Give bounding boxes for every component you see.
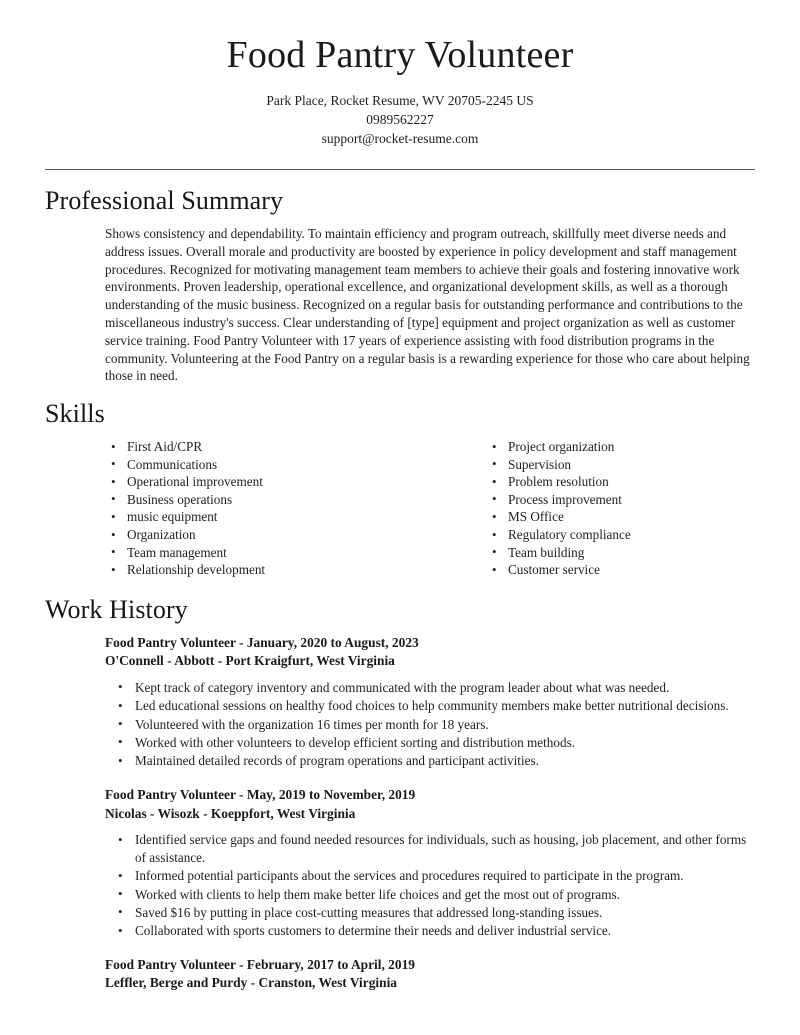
section-title-work-history: Work History bbox=[45, 594, 188, 624]
list-item: • Project organization bbox=[486, 438, 755, 456]
section-work-history bbox=[45, 595, 755, 993]
list-item: • Problem resolution bbox=[486, 473, 755, 491]
section-professional-summary bbox=[45, 186, 755, 385]
list-item: • Worked with clients to help them make better life choices and get the most out of programs. bbox=[113, 886, 755, 904]
section-title-skills: Skills bbox=[45, 399, 105, 429]
list-item: • Process improvement bbox=[486, 491, 755, 509]
list-item: • Volunteered with the organization 16 times per month for 18 years. bbox=[113, 716, 755, 734]
list-item: • MS Office bbox=[486, 508, 755, 526]
contact-phone: 0989562227 bbox=[366, 111, 434, 127]
job-company-line: Nicolas - Wisozk - Koeppfort, West Virginia bbox=[105, 805, 356, 821]
skills-column-right bbox=[430, 438, 755, 579]
job-bullets bbox=[105, 679, 755, 770]
list-item: • Team building bbox=[486, 544, 755, 562]
section-skills bbox=[45, 399, 755, 579]
list-item: • Relationship development bbox=[105, 561, 430, 579]
list-item: • Regulatory compliance bbox=[486, 526, 755, 544]
job-bullets bbox=[105, 831, 755, 940]
list-item: • Customer service bbox=[486, 561, 755, 579]
list-item: • Led educational sessions on healthy food choices to help community members make better nutritional decisions. bbox=[113, 697, 755, 715]
list-item: • Collaborated with sports customers to determine their needs and deliver industrial service. bbox=[113, 922, 755, 940]
list-item: • Kept track of category inventory and communicated with the program leader about what was needed. bbox=[113, 679, 755, 697]
summary-text: Shows consistency and dependability. To maintain efficiency and program outreach, skillfully meet diverse needs and address issues. Overall morale and productivity are boosted by experience in policy development and staff management procedures. Recognized for motivating management team members to achieve their goals and fostering innovative work environments. Proven leadership, operational excellence, and organizational development skills, as well as a thorough understanding of the music business. Recognized on a regular basis for outstanding performance and contributions to the miscellaneous industry's success. Clear understanding of [type] equipment and project organization as well as customer service training. Food Pantry Volunteer with 17 years of experience assisting with food distribution programs in the community. Volunteering at the Food Pantry on a regular basis is a rewarding experience for those who care about helping those in need. bbox=[105, 226, 750, 384]
header-divider bbox=[45, 169, 755, 170]
summary-body bbox=[45, 225, 755, 385]
contact-address: Park Place, Rocket Resume, WV 20705-2245 US bbox=[266, 92, 534, 108]
list-item: • Organization bbox=[105, 526, 430, 544]
list-item: • Operational improvement bbox=[105, 473, 430, 491]
contact-info bbox=[45, 91, 755, 149]
work-history-entry bbox=[45, 956, 755, 993]
list-item: • Worked with other volunteers to develop efficient sorting and distribution methods. bbox=[113, 734, 755, 752]
skills-list-right bbox=[486, 438, 755, 579]
contact-email: support@rocket-resume.com bbox=[321, 130, 479, 146]
skills-list-left bbox=[105, 438, 430, 579]
page-title: Food Pantry Volunteer bbox=[226, 34, 574, 76]
list-item: • Informed potential participants about the services and procedures required to participate in the program. bbox=[113, 867, 755, 885]
list-item: • First Aid/CPR bbox=[105, 438, 430, 456]
job-title-line: Food Pantry Volunteer - February, 2017 to April, 2019 bbox=[105, 956, 415, 972]
work-history-entry bbox=[45, 786, 755, 940]
list-item: • Team management bbox=[105, 544, 430, 562]
list-item: • music equipment bbox=[105, 508, 430, 526]
resume-header bbox=[45, 34, 755, 170]
section-title-summary: Professional Summary bbox=[45, 186, 284, 216]
list-item: • Supervision bbox=[486, 456, 755, 474]
list-item: • Communications bbox=[105, 456, 430, 474]
job-company-line: O'Connell - Abbott - Port Kraigfurt, West Virginia bbox=[105, 653, 395, 669]
list-item: • Identified service gaps and found needed resources for individuals, such as housing, job placement, and other forms of assistance. bbox=[113, 831, 755, 867]
job-title-line: Food Pantry Volunteer - May, 2019 to November, 2019 bbox=[105, 786, 416, 802]
list-item: • Saved $16 by putting in place cost-cutting measures that addressed long-standing issues. bbox=[113, 904, 755, 922]
list-item: • Maintained detailed records of program operations and participant activities. bbox=[113, 752, 755, 770]
job-company-line: Leffler, Berge and Purdy - Cranston, West Virginia bbox=[105, 975, 397, 991]
skills-column-left bbox=[105, 438, 430, 579]
work-history-entry bbox=[45, 634, 755, 770]
list-item: • Business operations bbox=[105, 491, 430, 509]
job-title-line: Food Pantry Volunteer - January, 2020 to August, 2023 bbox=[105, 634, 419, 650]
skills-columns bbox=[45, 438, 755, 579]
